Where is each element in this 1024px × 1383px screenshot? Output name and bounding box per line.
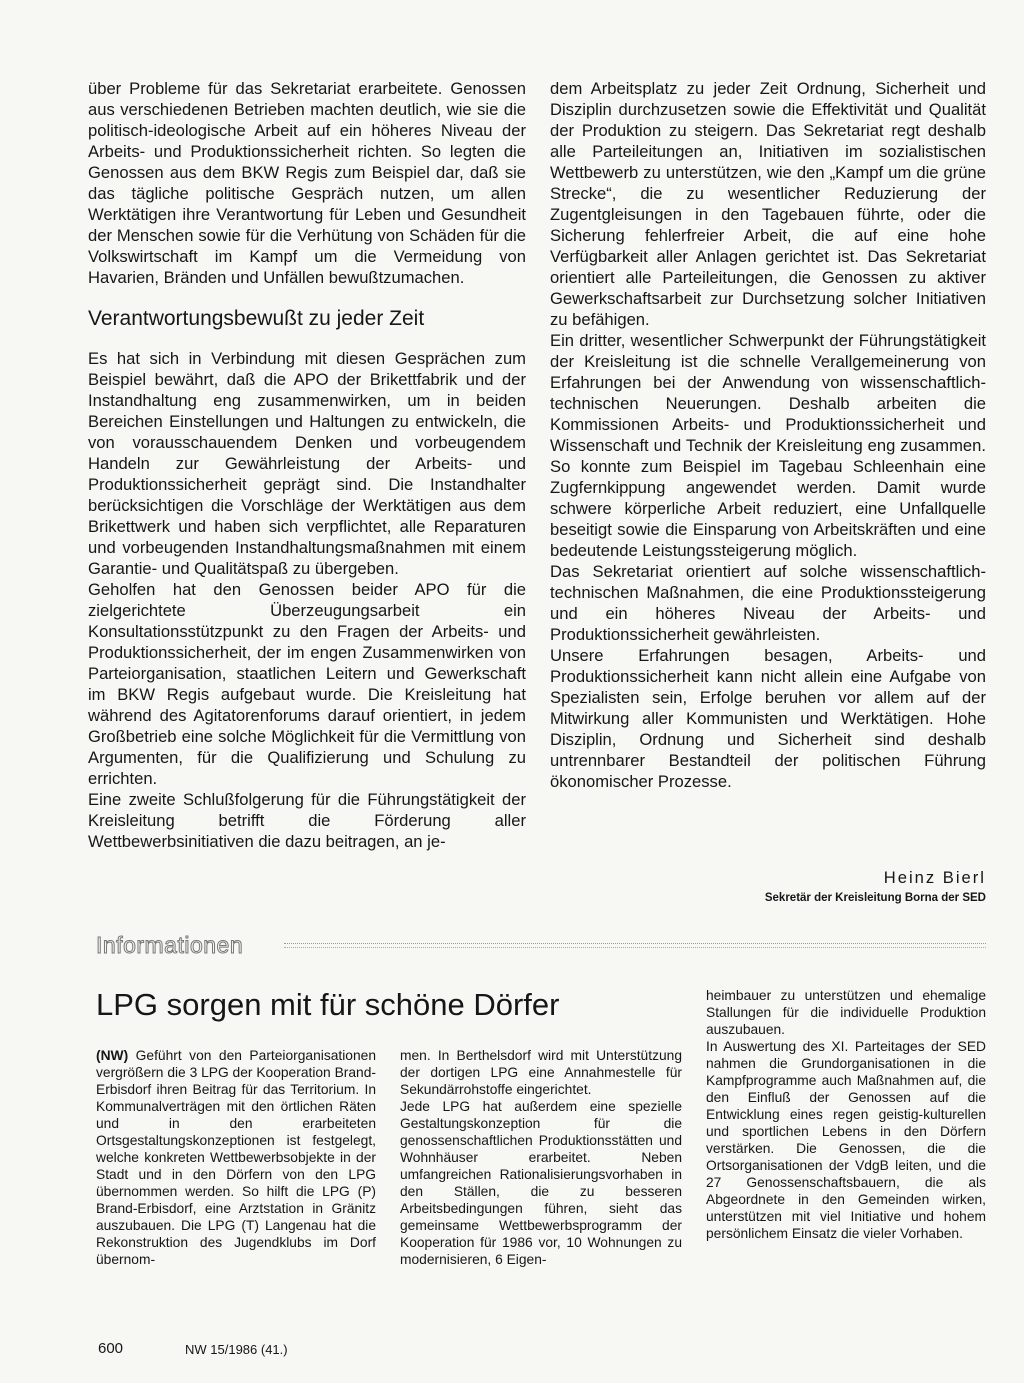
- paragraph: über Probleme für das Sekretariat erarbeitete. Genossen aus verschiedenen Betrieben machten deutlich, wie sie die politisch-ideologische Arbeit auf ein höheres Niveau der Arbeits- und Produktionssicherheit richten. So legten die Genossen aus dem BKW Regis zum Beispiel dar, daß sie das tägliche politische Gespräch nutzen, um allen Werktätigen ihre Verantwortung für Leben und Gesundheit der Menschen sowie für die Verhütung von Schäden für die Volkswirtschaft im Kampf um die Vermeidung von Havarien, Bränden und Unfällen bewußtzumachen.: [88, 79, 526, 287]
- news-column-2: [400, 1047, 682, 1268]
- author-name: Heinz Bierl: [883, 868, 986, 887]
- article-headline: LPG sorgen mit für schöne Dörfer: [96, 987, 560, 1022]
- section-subheading: Verantwortungsbewußt zu jeder Zeit: [88, 307, 425, 330]
- paragraph: Geholfen hat den Genossen beider APO für die zielgerichtete Überzeugungsarbeit ein Konsultationsstützpunkt zu den Fragen der Arbeits- und Produktionssicherheit, der im engen Zusammenwirken von Parteiorganisation, staatlichen Leitern und Gewerkschaft im BKW Regis aufgebaut wurde. Die Kreisleitung hat während des Agitatorenforums darauf orientiert, in jedem Großbetrieb eine solche Möglichkeit für die Vermittlung von Argumenten, für die Qualifizierung und Schulung zu errichten.: [88, 580, 526, 788]
- author-role: Sekretär der Kreisleitung Borna der SED: [764, 892, 986, 904]
- page-number: 600: [98, 1340, 124, 1357]
- paragraph: [96, 1047, 376, 1268]
- section-label: Informationen: [96, 932, 244, 958]
- article-left-column: [88, 78, 526, 852]
- information-section-banner: [96, 930, 986, 960]
- paragraph: Unsere Erfahrungen besagen, Arbeits- und Produktionssicherheit kann nicht allein eine Aufgabe von Spezialisten sein, Erfolge beruhen vor allem auf der Mitwirkung aller Kommunisten und Werktätigen. Hohe Disziplin, Ordnung und Sicherheit sind deshalb untrennbarer Bestandteil der politischen Führung ökonomischer Prozesse.: [550, 646, 986, 791]
- paragraph: In Auswertung des XI. Parteitages der SED nahmen die Grundorganisationen in die Kampfprogramme auch Maßnahmen auf, die den Einfluß der Genossen auf die Entwicklung eines regen geistig-kulturellen und sportlichen Lebens in den Dörfern verstärken. Die Genossen, die die Ortsorganisationen der VdgB leiten, und die 27 Genossenschaftsbauern, die als Abgeordnete in den Gemeinden wirken, unterstützen mit viel Initiative und hohem persönlichem Einsatz die vieler Vorhaben.: [706, 1039, 986, 1241]
- paragraph: Es hat sich in Verbindung mit diesen Gesprächen zum Beispiel bewährt, daß die APO der Brikettfabrik und der Instandhaltung eng zusammenwirken, um in beiden Bereichen Einstellungen und Haltungen zu entwickeln, die von vorausschauendem Denken und vorbeugendem Handeln zur Gewährleistung der Arbeits- und Produktionssicherheit geprägt sind. Die Instandhalter berücksichtigen die Vorschläge der Werktätigen aus dem Brikettwerk und haben sich verpflichtet, alle Reparaturen und vorbeugenden Instandhaltungsmaßnahmen mit einem Garantie- und Qualitätspaß zu übergeben.: [88, 349, 526, 578]
- paragraph: Ein dritter, wesentlicher Schwerpunkt der Führungstätigkeit der Kreisleitung ist die schnelle Verallgemeinerung von Erfahrungen bei der Anwendung von wissenschaftlich-technischen Neuerungen. Deshalb arbeiten die Kommissionen Arbeits- und Produktionssicherheit und Wissenschaft und Technik der Kreisleitung eng zusammen. So konnte zum Beispiel im Tagebau Schleenhain eine Zugfernkippung angewendet werden. Damit wurde schwere körperliche Arbeit reduziert, eine Unfallquelle beseitigt sowie die Einsparung von Arbeitskräften und eine bedeutende Leistungssteigerung möglich.: [550, 331, 986, 560]
- news-column-1: [96, 1047, 376, 1268]
- paragraph-text: Geführt von den Parteiorganisationen vergrößern die 3 LPG der Kooperation Brand-Erbisdorf ihren Beitrag für das Territorium. In Kommunalverträgen mit den örtlichen Räten und in den erarbeiteten Ortsgestaltungskonzeptionen ist festgelegt, welche konkreten Wettbewerbsobjekte in der Stadt und in den Dörfern von den LPG übernommen werden. So hilft die LPG (P) Brand-Erbisdorf, eine Arztstation in Gränitz auszubauen. Die LPG (T) Langenau hat die Rekonstruktion des Jugendklubs im Dorf übernom-: [96, 1048, 376, 1267]
- divider-line: [284, 943, 986, 948]
- paragraph: heimbauer zu unterstützen und ehemalige Stallungen für die individuelle Produktion auszubauen.: [706, 988, 986, 1037]
- source-tag: (NW): [96, 1048, 129, 1063]
- paragraph: Das Sekretariat orientiert auf solche wissenschaftlich-technischen Maßnahmen, die eine Produktionssteigerung und ein höheres Niveau der Arbeits- und Produktionssicherheit gewährleisten.: [550, 562, 986, 644]
- paragraph: dem Arbeitsplatz zu jeder Zeit Ordnung, Sicherheit und Disziplin durchzusetzen sowie die Effektivität und Qualität der Produktion zu steigern. Das Sekretariat regt deshalb alle Parteileitungen an, Initiativen im sozialistischen Wettbewerb zu unterstützen, wie den „Kampf um die grüne Strecke“, die zu wesentlicher Reduzierung der Zugentgleisungen in den Tagebauen führte, oder die Sicherung fehlerfreier Arbeit, die auf eine hohe Verfügbarkeit aller Anlagen gerichtet ist. Das Sekretariat orientiert alle Parteileitungen, die Genossen zu aktiver Gewerkschaftsarbeit zur Durchsetzung solcher Initiativen zu befähigen.: [550, 79, 986, 329]
- news-column-3: [706, 987, 986, 1242]
- paragraph: Eine zweite Schlußfolgerung für die Führungstätigkeit der Kreisleitung betrifft die Förderung aller Wettbewerbsinitiativen die dazu beitragen, an je-: [88, 790, 526, 851]
- issue-reference: NW 15/1986 (41.): [185, 1342, 288, 1357]
- article-right-column: [550, 78, 986, 792]
- paragraph: Jede LPG hat außerdem eine spezielle Gestaltungskonzeption für die genossenschaftlichen Produktionsstätten und Wohnhäuser erarbeitet. Neben umfangreichen Rationalisierungsvorhaben in den Ställen, die zu besseren Arbeitsbedingungen führen, sieht das gemeinsame Wettbewerbsprogramm der Kooperation für 1986 vor, 10 Wohnungen zu modernisieren, 6 Eigen-: [400, 1099, 682, 1267]
- paragraph: men. In Berthelsdorf wird mit Unterstützung der dortigen LPG eine Annahmestelle für Sekundärrohstoffe eingerichtet.: [400, 1048, 682, 1097]
